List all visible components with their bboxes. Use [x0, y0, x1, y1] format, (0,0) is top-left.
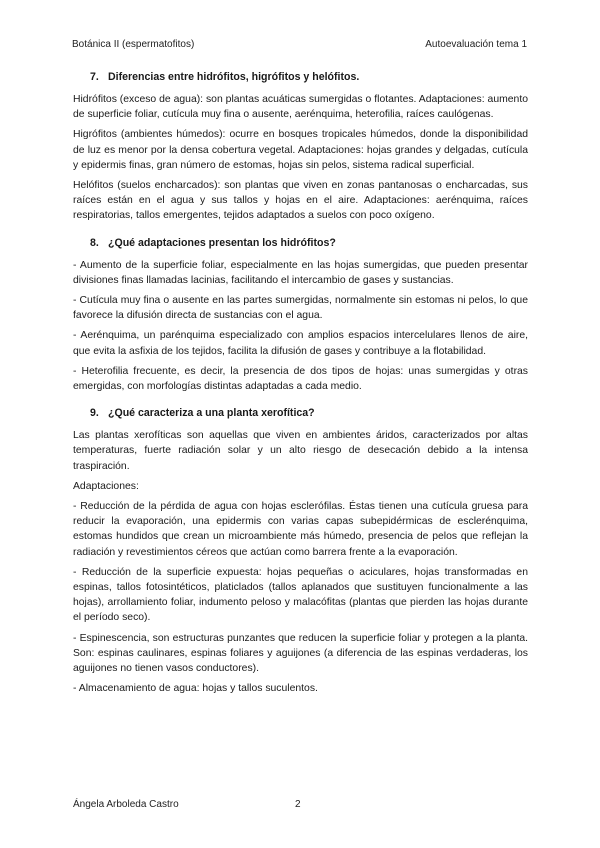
header-topic: Autoevaluación tema 1	[425, 39, 527, 50]
paragraph: - Reducción de la pérdida de agua con hojas esclerófilas. Éstas tienen una cutícula gruesa para reducir la evaporación, una epidermis con varias capas subepidérmicas de esclerénquima, estomas hundidos que crean un microambiente más húmedo, presencia de pelos que reflejan la radiación y revestimientos céreos que actúan como barrera frente a la evaporación.	[73, 501, 528, 558]
paragraph: - Reducción de la superficie expuesta: hojas pequeñas o aciculares, hojas transformadas en espinas, tallos fotosintéticos, platiclados (tallos aplanados que sustituyen funcionalmente a las hojas), arrollamiento foliar, indumento peloso y malacófitas (plantas que pierden las hojas durante el período seco).	[73, 566, 528, 624]
section-heading: 8. ¿Qué adaptaciones presentan los hidrófitos?	[90, 236, 336, 249]
paragraph: - Almacenamiento de agua: hojas y tallos suculentos.	[73, 683, 318, 695]
paragraph: - Aumento de la superficie foliar, especialmente en las hojas sumergidas, que pueden presentar divisiones finas llamadas lacinias, facilitando el intercambio de gases y sustancias.	[73, 259, 528, 286]
page-number: 2	[295, 799, 301, 810]
section-heading: 9. ¿Qué caracteriza a una planta xerofítica?	[90, 407, 315, 420]
paragraph: Higrófitos (ambientes húmedos): ocurre en bosques tropicales húmedos, donde la disponibilidad de luz es menor por la densa cobertura vegetal. Adaptaciones: hojas grandes y delgadas, cutícula y epidermis finas, gran número de estomas, hojas sin pelos, sistema radical superficial.	[73, 129, 528, 171]
footer-author: Ángela Arboleda Castro	[73, 799, 179, 810]
paragraph: Las plantas xerofíticas son aquellas que viven en ambientes áridos, caracterizados por altas temperaturas, fuerte radiación solar y un alto riesgo de desecación debido a la intensa traspiración.	[73, 430, 528, 472]
paragraph: - Cutícula muy fina o ausente en las partes sumergidas, normalmente sin estomas ni pelos, lo que favorece la difusión directa de sustancias con el agua.	[73, 295, 528, 322]
paragraph: Helófitos (suelos encharcados): son plantas que viven en zonas pantanosas o encharcadas, sus raíces están en el agua y sus tallos y hojas en el aire. Adaptaciones: aerénquima, raíces respiratorias, tallos emergentes, tejidos adaptados a suelos con poco oxígeno.	[73, 180, 528, 222]
section-heading: 7. Diferencias entre hidrófitos, higrófitos y helófitos.	[90, 71, 360, 83]
paragraph: Adaptaciones:	[73, 480, 139, 492]
page-header	[72, 37, 527, 52]
header-course: Botánica II (espermatofitos)	[72, 39, 195, 50]
paragraph: - Aerénquima, un parénquima especializado con amplios espacios intercelulares llenos de aire, que evita la asfixia de los tejidos, facilita la difusión de gases y contribuye a la flotabilidad.	[73, 330, 528, 357]
document-body	[73, 70, 528, 702]
paragraph: Hidrófitos (exceso de agua): son plantas acuáticas sumergidas o flotantes. Adaptaciones: aumento de superficie foliar, cutícula muy fina o ausente, aerénquima, heterofilia, raíces caulógenas.	[73, 94, 528, 121]
paragraph: - Espinescencia, son estructuras punzantes que reducen la superficie foliar y protegen a la planta. Son: espinas caulinares, espinas foliares y aguijones (a diferencia de las espinas verdaderas, los aguijones no tienen vasos conductores).	[73, 632, 528, 675]
paragraph: - Heterofilia frecuente, es decir, la presencia de dos tipos de hojas: unas sumergidas y otras emergidas, con morfologías distintas adaptadas a cada medio.	[73, 365, 528, 393]
